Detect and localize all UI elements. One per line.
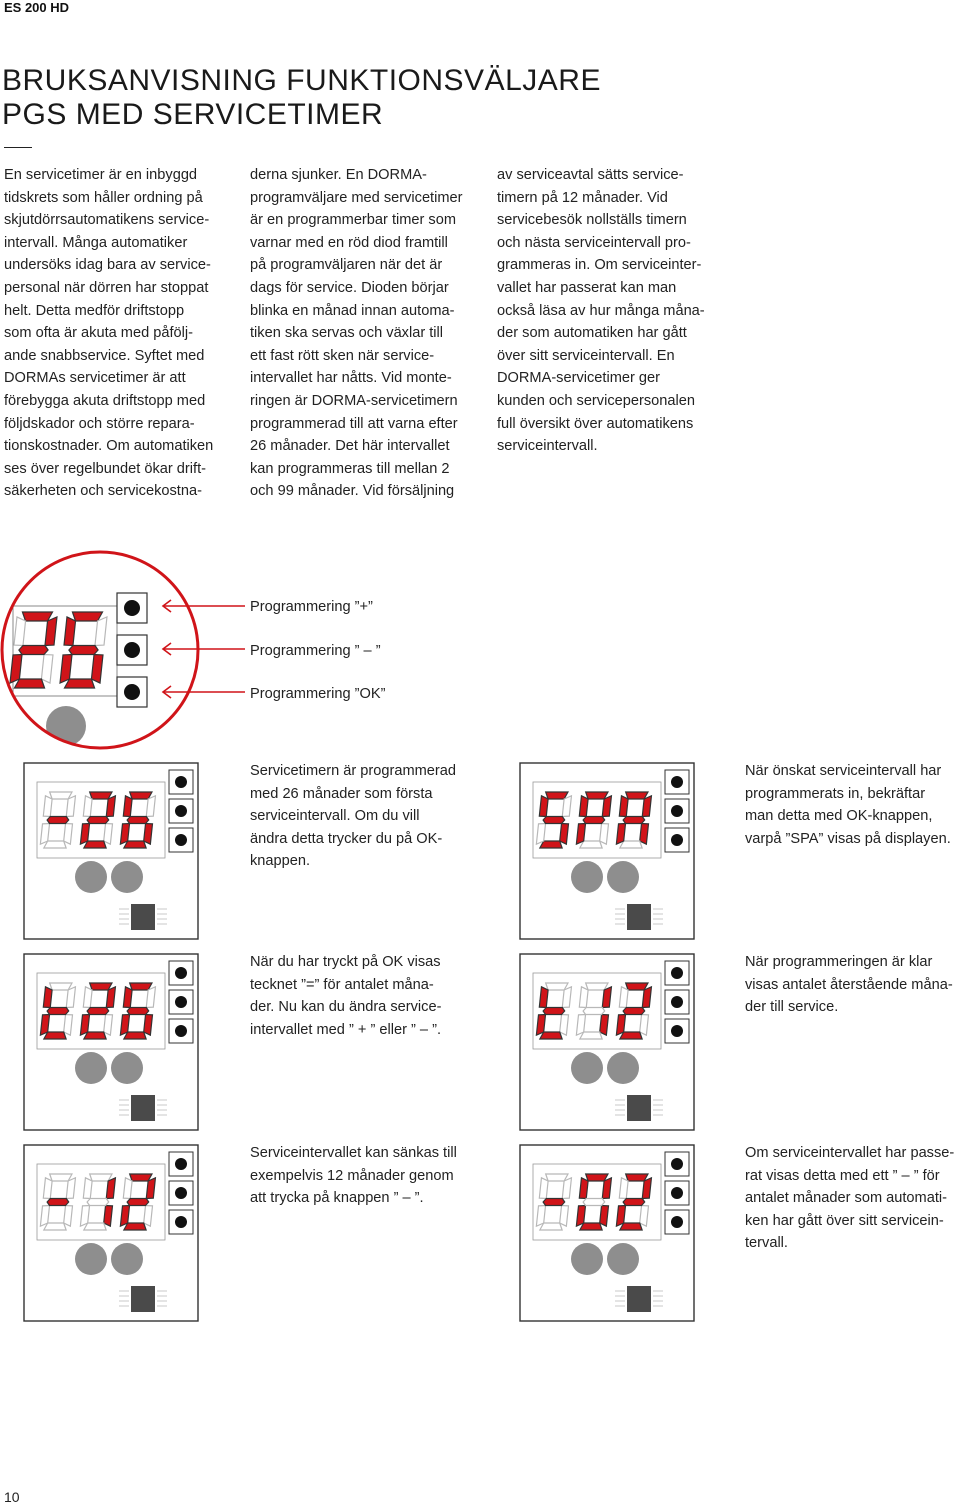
segment-a: [89, 1174, 112, 1181]
segment-g: [87, 1199, 109, 1206]
led-icon: [75, 1052, 107, 1084]
segment-c: [63, 824, 72, 845]
segment-d: [580, 1223, 603, 1230]
segment-b: [642, 1178, 651, 1199]
step-2-text: När önskat serviceintervall har programmerats in, bekräftar man detta med OK-knappen, varpå ”SPA” visas på displayen.: [745, 763, 951, 847]
minus-button-icon: [665, 1181, 689, 1205]
segment-a: [545, 1174, 568, 1181]
segment-a: [89, 983, 112, 990]
segment-g: [47, 1008, 69, 1015]
intro-column-1: En servicetimer är en inbyggd tidskrets som håller ordning på skjutdörrsautomatikens service- intervall. Många automatiker undersöks idag bara av service- personal när dörren har stoppat helt. Detta medför driftstopp som ofta är akuta med påfölj- ande snabbservice. Syftet med DORMAs servicetimer är att förebygga akuta driftstopp med följdskador och större repara- tionskostnader. Om automatiken ses över regelbundet ökar drift- säkerheten och servicekostna-: [4, 167, 214, 500]
plus-button-icon: [117, 593, 147, 623]
led-icon: [571, 861, 603, 893]
segment-c: [103, 1206, 112, 1227]
ok-button-icon: [169, 828, 193, 852]
segment-e: [616, 1206, 625, 1227]
segment-b: [562, 796, 571, 817]
plus-button-icon: [665, 961, 689, 985]
segment-e: [576, 1015, 585, 1036]
segment-f: [579, 987, 588, 1008]
led-icon: [75, 861, 107, 893]
step-3-panel: [23, 953, 199, 1131]
segment-e: [120, 824, 129, 845]
segment-g: [127, 1199, 149, 1206]
segment-c: [559, 1206, 568, 1227]
callout-arrows: [155, 590, 250, 710]
segment-a: [625, 792, 648, 799]
ok-button-icon: [665, 1210, 689, 1234]
segment-f: [579, 1178, 588, 1199]
intro-column-3: av serviceavtal sätts service- timern på 12 månader. Vid servicebesök nollställs timern och nästa serviceintervall pro- grammeras in. Om serviceinter- vallet har passerat kan man också läsa av hur många måna- der som automatiken har gått över sitt serviceintervall. En DORMA-servicetimer ger kunden och servicepersonalen full översikt över automatikens serviceintervall.: [497, 167, 705, 455]
segment-c: [639, 824, 648, 845]
segment-f: [83, 1178, 92, 1199]
segment-d: [44, 1032, 67, 1039]
ok-button-icon: [117, 677, 147, 707]
led-icon: [111, 861, 143, 893]
segment-a: [585, 1174, 608, 1181]
segment-c: [599, 1015, 608, 1036]
segment-f: [619, 987, 628, 1008]
segment-e: [576, 824, 585, 845]
segment-a: [585, 983, 608, 990]
segment-b: [106, 987, 115, 1008]
segment-d: [620, 841, 643, 848]
title-line-1: BRUKSANVISNING FUNKTIONSVÄLJARE: [2, 64, 601, 97]
segment-d: [84, 841, 107, 848]
segment-c: [599, 824, 608, 845]
segment-e: [616, 1015, 625, 1036]
callout-ok: Programmering ”OK”: [250, 686, 386, 702]
segment-g: [623, 1199, 645, 1206]
segment-g: [127, 817, 149, 824]
segment-d: [84, 1223, 107, 1230]
segment-e: [120, 1206, 129, 1227]
segment-g: [87, 1008, 109, 1015]
segment-d: [14, 679, 45, 688]
step-1-panel: [23, 762, 199, 940]
led-icon: [571, 1243, 603, 1275]
segment-b: [106, 1178, 115, 1199]
segment-a: [625, 983, 648, 990]
segment-b: [146, 987, 155, 1008]
led-icon: [46, 706, 86, 746]
segment-d: [620, 1032, 643, 1039]
segment-b: [642, 796, 651, 817]
segment-f: [539, 796, 548, 817]
segment-a: [49, 792, 72, 799]
title-rule: [4, 147, 32, 148]
segment-g: [47, 817, 69, 824]
segment-g: [543, 1199, 565, 1206]
segment-c: [599, 1206, 608, 1227]
segment-d: [44, 841, 67, 848]
segment-f: [539, 1178, 548, 1199]
segment-a: [89, 792, 112, 799]
segment-g: [543, 817, 565, 824]
segment-b: [602, 987, 611, 1008]
segment-f: [619, 796, 628, 817]
segment-a: [71, 612, 102, 621]
segment-f: [83, 796, 92, 817]
segment-a: [545, 983, 568, 990]
segment-e: [80, 1015, 89, 1036]
segment-e: [536, 1015, 545, 1036]
segment-b: [146, 796, 155, 817]
led-icon: [607, 1052, 639, 1084]
segment-b: [146, 1178, 155, 1199]
segment-c: [143, 824, 152, 845]
segment-a: [49, 983, 72, 990]
segment-e: [40, 824, 49, 845]
segment-g: [623, 1008, 645, 1015]
segment-e: [576, 1206, 585, 1227]
segment-b: [562, 987, 571, 1008]
plus-button-icon: [665, 770, 689, 794]
segment-e: [536, 824, 545, 845]
step-3-text: När du har tryckt på OK visas tecknet ”=” för antalet måna- der. Nu kan du ändra service- intervallet med ” + ” eller ” – ”.: [250, 954, 442, 1038]
segment-b: [66, 796, 75, 817]
segment-d: [124, 841, 147, 848]
segment-g: [18, 646, 48, 655]
segment-e: [40, 1206, 49, 1227]
segment-g: [127, 1008, 149, 1015]
segment-c: [103, 1015, 112, 1036]
segment-b: [66, 1178, 75, 1199]
step-1-text: Servicetimern är programmerad med 26 månader som första serviceintervall. Om du vill ändra detta trycker du på OK- knappen.: [250, 763, 457, 870]
segment-c: [103, 824, 112, 845]
connector-icon: [627, 1095, 651, 1121]
segment-g: [543, 1008, 565, 1015]
segment-a: [625, 1174, 648, 1181]
segment-f: [539, 987, 548, 1008]
minus-button-icon: [169, 990, 193, 1014]
page-number: 10: [4, 1489, 20, 1505]
segment-f: [123, 987, 132, 1008]
segment-a: [545, 792, 568, 799]
callout-minus: Programmering ” – ”: [250, 643, 381, 659]
intro-column-2: derna sjunker. En DORMA- programväljare med servicetimer är en programmerbar timer som varnar med en röd diod framtill på programväljaren när det är dags för service. Dioden börjar blinka en månad innan automa- tiken ska servas och växlar till ett fast rött sken när service- intervallet har nåtts. Vid monte- ringen är DORMA-servicetimern programmerad till att varna efter 26 månader. Det här intervallet kan programmeras till mellan 2 och 99 månader. Vid försäljning: [250, 167, 463, 500]
led-icon: [75, 1243, 107, 1275]
step-4-text: När programmeringen är klar visas antalet återstående måna- der till service.: [745, 954, 953, 1016]
segment-g: [47, 1199, 69, 1206]
segment-c: [63, 1015, 72, 1036]
segment-f: [43, 1178, 52, 1199]
plus-button-icon: [169, 770, 193, 794]
segment-a: [49, 1174, 72, 1181]
segment-c: [143, 1015, 152, 1036]
segment-f: [579, 796, 588, 817]
segment-g: [68, 646, 98, 655]
step-6-text: Om serviceintervallet har passe- rat visas detta med ett ” – ” för antalet månader som automati- ken har gått över sitt servicein- tervall.: [745, 1145, 955, 1252]
step-5-panel: [23, 1144, 199, 1322]
connector-icon: [627, 904, 651, 930]
connector-icon: [131, 1286, 155, 1312]
connector-icon: [627, 1286, 651, 1312]
segment-c: [639, 1206, 648, 1227]
segment-a: [129, 1174, 152, 1181]
segment-c: [559, 824, 568, 845]
connector-icon: [131, 1095, 155, 1121]
segment-g: [623, 817, 645, 824]
segment-f: [43, 987, 52, 1008]
segment-b: [66, 987, 75, 1008]
led-icon: [111, 1052, 143, 1084]
led-icon: [111, 1243, 143, 1275]
segment-b: [602, 796, 611, 817]
segment-d: [580, 841, 603, 848]
minus-button-icon: [665, 799, 689, 823]
minus-button-icon: [665, 990, 689, 1014]
ok-button-icon: [169, 1210, 193, 1234]
connector-icon: [131, 904, 155, 930]
plus-button-icon: [169, 1152, 193, 1176]
segment-a: [129, 983, 152, 990]
segment-d: [124, 1223, 147, 1230]
segment-d: [620, 1223, 643, 1230]
ok-button-icon: [169, 1019, 193, 1043]
segment-e: [616, 824, 625, 845]
segment-e: [536, 1206, 545, 1227]
segment-a: [585, 792, 608, 799]
segment-f: [123, 1178, 132, 1199]
segment-e: [80, 1206, 89, 1227]
document-label: ES 200 HD: [4, 0, 70, 15]
step-4-panel: [519, 953, 695, 1131]
segment-b: [602, 1178, 611, 1199]
segment-a: [21, 612, 52, 621]
segment-d: [540, 841, 563, 848]
segment-g: [583, 817, 605, 824]
page-title: [2, 64, 601, 132]
segment-f: [43, 796, 52, 817]
callout-plus: Programmering ”+”: [250, 599, 373, 615]
led-icon: [607, 861, 639, 893]
led-icon: [607, 1243, 639, 1275]
ok-button-icon: [665, 1019, 689, 1043]
plus-button-icon: [665, 1152, 689, 1176]
step-5-text: Serviceintervallet kan sänkas till exempelvis 12 månader genom att trycka på knappen ” – ”.: [250, 1145, 457, 1207]
segment-g: [583, 1199, 605, 1206]
title-line-2: PGS MED SERVICETIMER: [2, 98, 384, 131]
segment-e: [80, 824, 89, 845]
ok-button-icon: [665, 828, 689, 852]
step-6-panel: [519, 1144, 695, 1322]
segment-f: [123, 796, 132, 817]
segment-c: [63, 1206, 72, 1227]
segment-b: [642, 987, 651, 1008]
segment-d: [540, 1032, 563, 1039]
segment-g: [87, 817, 109, 824]
plus-button-icon: [169, 961, 193, 985]
step-2-panel: [519, 762, 695, 940]
segment-c: [143, 1206, 152, 1227]
segment-g: [583, 1008, 605, 1015]
segment-e: [120, 1015, 129, 1036]
minus-button-icon: [117, 635, 147, 665]
segment-d: [540, 1223, 563, 1230]
segment-b: [562, 1178, 571, 1199]
segment-d: [124, 1032, 147, 1039]
segment-d: [84, 1032, 107, 1039]
segment-c: [639, 1015, 648, 1036]
led-icon: [571, 1052, 603, 1084]
segment-b: [106, 796, 115, 817]
segment-d: [64, 679, 95, 688]
minus-button-icon: [169, 1181, 193, 1205]
segment-c: [559, 1015, 568, 1036]
segment-d: [44, 1223, 67, 1230]
segment-a: [129, 792, 152, 799]
minus-button-icon: [169, 799, 193, 823]
segment-f: [83, 987, 92, 1008]
segment-e: [40, 1015, 49, 1036]
segment-f: [619, 1178, 628, 1199]
segment-d: [580, 1032, 603, 1039]
